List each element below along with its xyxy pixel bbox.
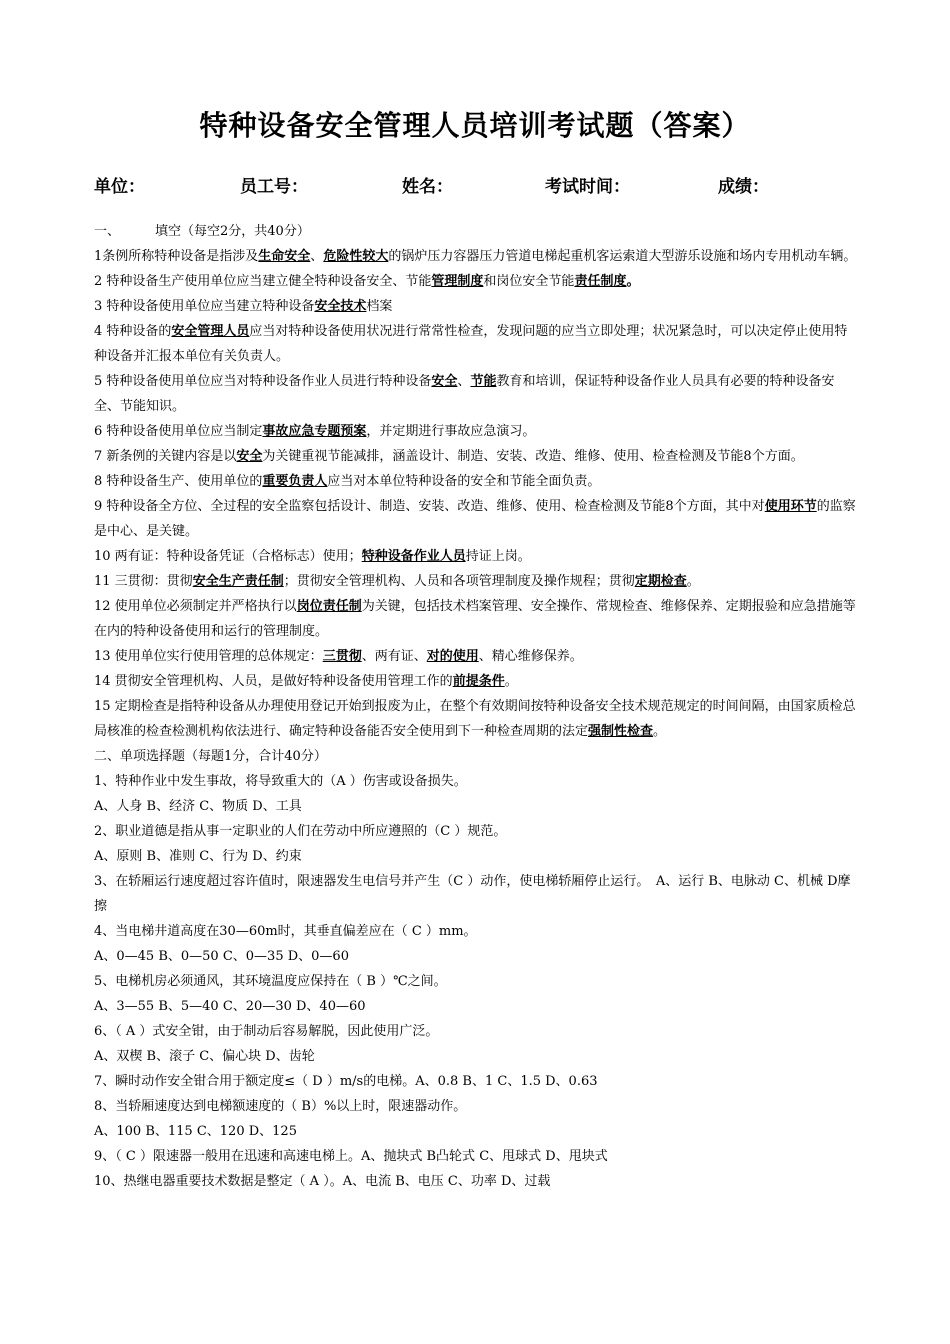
question-text: 、	[310, 249, 324, 264]
fill-in-item	[94, 544, 858, 569]
question-text: 8 特种设备生产、使用单位的	[94, 474, 263, 489]
question-text: 、精心维修保养。	[478, 649, 583, 664]
section1-items	[94, 244, 858, 744]
choice-line: A、100 B、115 C、120 D、125	[94, 1124, 297, 1139]
fill-in-item	[94, 319, 858, 369]
question-text: 4 特种设备的	[94, 324, 172, 339]
question-text: 。	[686, 574, 700, 589]
answer-text: 前提条件	[452, 674, 505, 689]
question-text: 9 特种设备全方位、全过程的安全监察包括设计、制造、安装、改造、维修、使用、检查检测及节能8个方面，其中对	[94, 499, 765, 514]
choice-line: 4、当电梯井道高度在30—60m时，其垂直偏差应在（ C ）mm。	[94, 924, 477, 939]
question-text: 的锅炉压力容器压力管道电梯起重机客运索道大型游乐设施和场内专用机动车辆。	[388, 249, 857, 264]
answer-text: 定期检查	[634, 574, 687, 589]
question-text: ；贯彻安全管理机构、人员和各项管理制度及操作规程；贯彻	[283, 574, 635, 589]
answer-text: 危险性较大	[323, 249, 389, 264]
answer-text: 节能	[470, 374, 497, 389]
question-text: 11 三贯彻：贯彻	[94, 574, 193, 589]
answer-text: 岗位责任制	[296, 599, 362, 614]
choice-line: 5、电梯机房必须通风，其环境温度应保持在（ B ）℃之间。	[94, 974, 447, 989]
question-text: 的监察是中心、是关键。	[94, 499, 856, 539]
choice-line: A、双楔 B、滚子 C、偏心块 D、齿轮	[94, 1049, 315, 1064]
document-title: 特种设备安全管理人员培训考试题（答案）	[199, 109, 751, 142]
header-field-name: 姓名：	[402, 177, 453, 197]
answer-text: 强制性检查	[588, 724, 654, 739]
question-text: 应当对本单位特种设备的安全和节能全面负责。	[327, 474, 601, 489]
document-body	[94, 219, 858, 1194]
answer-text: 安全	[236, 449, 263, 464]
section1-heading	[94, 219, 858, 244]
choice-line: A、原则 B、准则 C、行为 D、约束	[94, 849, 302, 864]
question-text: 。	[653, 724, 667, 739]
question-text: 。	[504, 674, 518, 689]
question-text: 5 特种设备使用单位应当对特种设备作业人员进行特种设备	[94, 374, 432, 389]
question-text: 3 特种设备使用单位应当建立特种设备	[94, 299, 315, 314]
section1-number: 一、	[94, 224, 121, 239]
question-text: 14 贯彻安全管理机构、人员，是做好特种设备使用管理工作的	[94, 674, 453, 689]
question-text: 和岗位安全节能	[483, 274, 575, 289]
header-field-employee-id: 员工号：	[240, 177, 308, 197]
question-text: 13 使用单位实行使用管理的总体规定：	[94, 649, 323, 664]
answer-text: 三贯彻	[322, 649, 362, 664]
fill-in-item	[94, 669, 858, 694]
answer-text: 管理制度	[431, 274, 484, 289]
choice-line: 10、热继电器重要技术数据是整定（ A ）。A、电流 B、电压 C、功率 D、过载	[94, 1174, 551, 1189]
answer-text: 生命安全	[258, 249, 311, 264]
fill-in-item	[94, 494, 858, 544]
answer-text: 对的使用	[426, 649, 479, 664]
section2-heading: 二、单项选择题（每题1分，合计40分）	[94, 749, 327, 764]
question-text: 、	[457, 374, 471, 389]
question-text: 档案	[366, 299, 393, 314]
choice-line: 6、（ A ）式安全钳，由于制动后容易解脱，因此使用广泛。	[94, 1024, 439, 1039]
fill-in-item	[94, 419, 858, 444]
fill-in-item	[94, 244, 858, 269]
choice-line: A、3—55 B、5—40 C、20—30 D、40—60	[94, 999, 366, 1014]
section1-heading-text: 填空（每空2分，共40分）	[155, 224, 310, 239]
answer-text: 特种设备作业人员	[361, 549, 466, 564]
fill-in-item	[94, 269, 858, 294]
fill-in-item	[94, 469, 858, 494]
question-text: 10 两有证：特种设备凭证（合格标志）使用；	[94, 549, 362, 564]
choice-line: 2、职业道德是指从事一定职业的人们在劳动中所应遵照的（C ）规范。	[94, 824, 507, 839]
question-text: 、两有证、	[361, 649, 427, 664]
question-text: 15 定期检查是指特种设备从办理使用登记开始到报废为止，在整个有效期间按特种设备安全技术规范规定的时间间隔，由国家质检总局核准的检查检测机构依法进行、确定特种设备能否安全使用到下一种检查周期的法定	[94, 699, 856, 739]
answer-text: 安全生产责任制	[192, 574, 284, 589]
question-text: 为关键重视节能减排，涵盖设计、制造、安装、改造、维修、使用、检查检测及节能8个方面。	[262, 449, 804, 464]
fill-in-item	[94, 644, 858, 669]
answer-text: 。	[626, 274, 640, 289]
question-text: 2 特种设备生产使用单位应当建立健全特种设备安全、节能	[94, 274, 432, 289]
question-text: 持证上岗。	[465, 549, 531, 564]
fill-in-item	[94, 444, 858, 469]
question-text: 12 使用单位必须制定并严格执行以	[94, 599, 297, 614]
question-text: 7 新条例的关键内容是以	[94, 449, 237, 464]
fill-in-item	[94, 694, 858, 744]
fill-in-item	[94, 594, 858, 644]
choice-line: 8、当轿厢速度达到电梯额速度的（ B）%以上时，限速器动作。	[94, 1099, 467, 1114]
section2-lines	[94, 769, 858, 1194]
header-field-unit: 单位：	[94, 177, 145, 197]
answer-text: 责任制度	[574, 274, 627, 289]
answer-text: 重要负责人	[262, 474, 328, 489]
choice-line: 9、（ C ）限速器一般用在迅速和高速电梯上。A、抛块式 B凸轮式 C、甩球式 D、甩块式	[94, 1149, 608, 1164]
fill-in-item	[94, 294, 858, 319]
header-field-score: 成绩：	[718, 177, 769, 197]
fill-in-item	[94, 369, 858, 419]
question-text: 应当对特种设备使用状况进行常常性检查，发现问题的应当立即处理；状况紧急时，可以决定停止使用特种设备并汇报本单位有关负责人。	[94, 324, 848, 364]
question-text: 为关键，包括技术档案管理、安全操作、常规检查、维修保养、定期报验和应急措施等在内的特种设备使用和运行的管理制度。	[94, 599, 856, 639]
fill-in-item	[94, 569, 858, 594]
answer-text: 安全	[431, 374, 458, 389]
question-text: 教育和培训，保证特种设备作业人员具有必要的特种设备安全、节能知识。	[94, 374, 835, 414]
answer-text: 事故应急专题预案	[262, 424, 367, 439]
choice-line: 7、瞬时动作安全钳合用于额定度≤（ D ）m/s的电梯。A、0.8 B、1 C、1.5 D、0.63	[94, 1074, 598, 1089]
choice-line: A、人身 B、经济 C、物质 D、工具	[94, 799, 302, 814]
answer-text: 使用环节	[764, 499, 817, 514]
answer-text: 安全技术	[314, 299, 367, 314]
question-text: 1条例所称特种设备是指涉及	[94, 249, 259, 264]
header-field-exam-time: 考试时间：	[545, 177, 630, 197]
question-text: 6 特种设备使用单位应当制定	[94, 424, 263, 439]
choice-line: 1、特种作业中发生事故，将导致重大的（A ）伤害或设备损失。	[94, 774, 467, 789]
choice-line: A、0—45 B、0—50 C、0—35 D、0—60	[94, 949, 349, 964]
choice-line: 3、在轿厢运行速度超过容许值时，限速器发生电信号并产生（C ）动作，使电梯轿厢停止运行。 A、运行 B、电脉动 C、机械 D摩擦	[94, 874, 851, 914]
question-text: ，并定期进行事故应急演习。	[366, 424, 536, 439]
answer-text: 安全管理人员	[171, 324, 250, 339]
